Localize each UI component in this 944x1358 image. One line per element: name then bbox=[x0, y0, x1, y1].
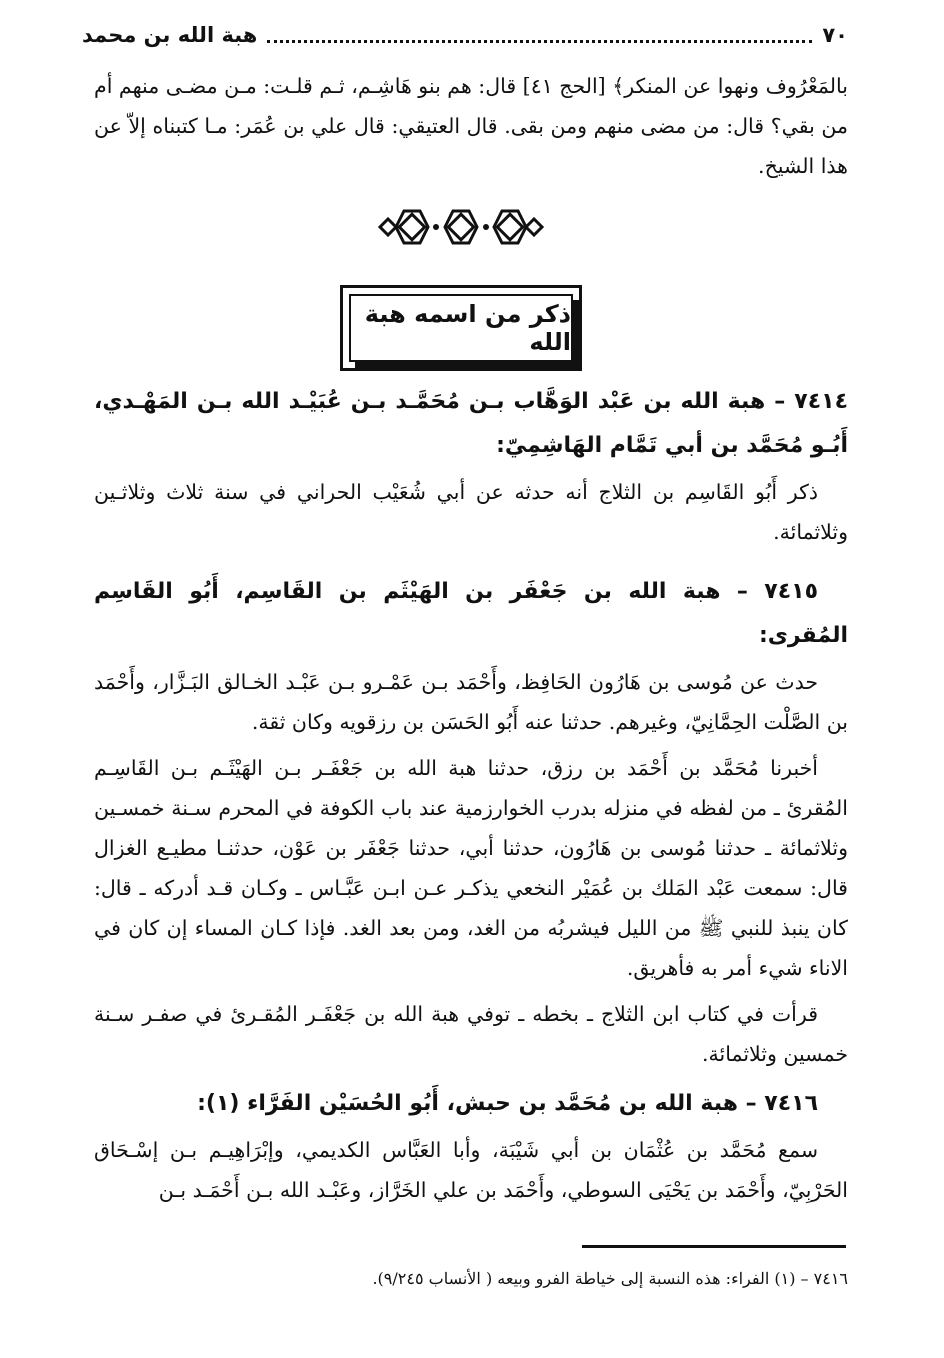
entry-heading: ٧٤١٦ – هبة الله بن مُحَمَّد بن حبش، أَبُو الحُسَيْن الفَرَّاء (١): bbox=[197, 1091, 818, 1116]
running-title: هبة الله بن محمد bbox=[82, 23, 258, 47]
entry-heading: ٧٤١٤ – هبة الله بن عَبْد الوَهَّاب بـن مُحَمَّـد بـن عُبَيْـد الله بـن المَهْـدي، أَبُـو مُحَمَّد بن أبي تَمَّام الهَاشِمِيّ: bbox=[94, 389, 848, 458]
paragraph: بالمَعْرُوف ونهوا عن المنكر﴾ [الحج ٤١] قال: هم بنو هَاشِـم، ثـم قلـت: مـن مضـى منهم أم من بقي؟ قال: من مضى منهم ومن بقى. قال العتيقي: قال علي بن عُمَر: مـا كتبناه إلاّ عن هذا الشيخ. bbox=[94, 74, 848, 178]
page-number: ٧٠ bbox=[822, 23, 848, 47]
running-header bbox=[82, 18, 848, 52]
paragraph: أخبرنا مُحَمَّد بن أَحْمَد بن رزق، حدثنا هبة الله بن جَعْفَـر بـن الهَيْثَـم بـن القَاسِـم المُقرئ ـ من لفظه في منزله بدرب الخوارزمية عند باب الكوفة في المحرم سـنة خمسـين وثلاثمائة ـ حدثنا مُوسى بن هَارُون، حدثنا أبي، حدثنا جَعْفَر بن عَوْن، حدثنـا مطيـع الغزال قال: سمعت عَبْد المَلك بن عُمَيْر النخعي يذكـر عـن ابـن عَبَّـاس ـ وكـان قـد أدركه ـ قال: كان ينبذ للنبي ﷺ من الليل فيشربُه من الغد، ومن بعد الغد. فإذا كـان المساء إن كان في الاناء شيء أمر به فأهريق. bbox=[94, 756, 848, 980]
paragraph: قرأت في كتاب ابن الثلاج ـ بخطه ـ توفي هبة الله بن جَعْفَـر المُقـرئ في صفـر سـنة خمسين وثلاثمائة. bbox=[94, 1002, 848, 1066]
entry-7414 bbox=[94, 380, 848, 552]
header-dot-leader bbox=[267, 40, 812, 43]
entry-heading: ٧٤١٥ – هبة الله بن جَعْفَر بن الهَيْثَم بن القَاسِم، أَبُو القَاسِم المُقرى: bbox=[94, 579, 848, 648]
paragraph: ذكر أَبُو القَاسِم بن الثلاج أنه حدثه عن أبي شُعَيْب الحراني في سنة ثلاث وثلاثـين وثلاثمائة. bbox=[94, 480, 848, 544]
ornament-divider-icon bbox=[376, 206, 546, 248]
footnote-separator bbox=[582, 1245, 846, 1248]
footnote: ٧٤١٦ – (١) الفراء: هذه النسبة إلى خياطة الفرو وبيعه ( الأنساب ٩/٢٤٥). bbox=[372, 1269, 848, 1288]
section-title-box bbox=[340, 285, 582, 371]
paragraph: سمع مُحَمَّد بن عُثْمَان بن أبي شَيْبَة، وأبا العَبَّاس الكديمي، وإبْرَاهِيـم بـن إسْـحَاق الحَرْبِيّ، وأَحْمَد بن يَحْيَى السوطي، وأَحْمَد بن علي الخَرَّاز، وعَبْـد الله بـن أَحْمَـد بـن bbox=[94, 1138, 848, 1202]
intro-paragraph bbox=[94, 66, 848, 186]
paragraph: حدث عن مُوسى بن هَارُون الحَافِظ، وأَحْمَد بـن عَمْـرو بـن عَبْـد الخـالق البَـزَّار، وأَحْمَد بن الصَّلْت الحِمَّانِيّ، وغيرهم. حدثنا عنه أَبُو الحَسَن بن رزقويه وكان ثقة. bbox=[94, 670, 848, 734]
entry-7416 bbox=[94, 1082, 848, 1210]
section-title: ذكر من اسمه هبة الله bbox=[364, 300, 571, 356]
entry-7415 bbox=[94, 570, 848, 1074]
